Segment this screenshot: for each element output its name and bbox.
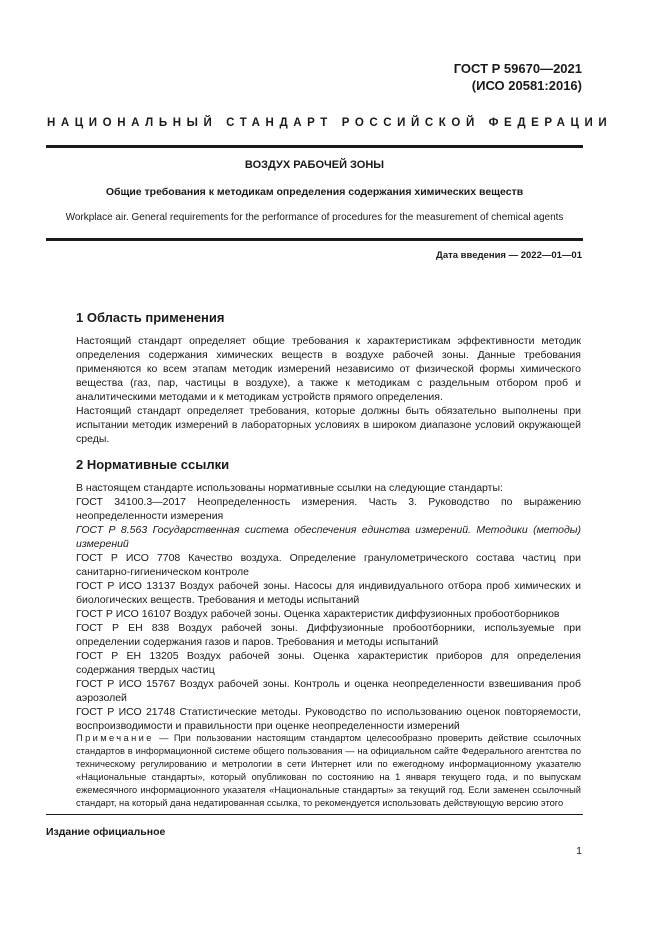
section-2 <box>76 458 581 733</box>
reference-note <box>76 732 581 810</box>
footer-rule <box>46 814 583 815</box>
page-number: 1 <box>576 845 582 857</box>
section-1-heading: 1 Область применения <box>76 310 225 325</box>
reference-item: ГОСТ Р ИСО 21748 Статистические методы. Руководство по использованию оценок повторяемости, воспроизводимости и правильности при оценке неопределенности измерений <box>76 706 581 732</box>
note-label: Примечание <box>76 733 154 743</box>
standard-id <box>454 60 582 94</box>
top-rule <box>46 145 583 148</box>
reference-item: ГОСТ Р ЕН 838 Воздух рабочей зоны. Диффузионные пробоотборники, используемые при определении содержания газов и паров. Требования и методы испытаний <box>76 622 581 648</box>
reference-item: ГОСТ Р ИСО 7708 Качество воздуха. Определение гранулометрического состава частиц при санитарно-гигиеническом контроле <box>76 552 581 578</box>
national-standard-title: НАЦИОНАЛЬНЫЙ СТАНДАРТ РОССИЙСКОЙ ФЕДЕРАЦИИ <box>47 117 613 129</box>
english-title: Workplace air. General requirements for the performance of procedures for the measurement of chemical agents <box>65 212 564 223</box>
iso-number: (ИСО 20581:2016) <box>471 78 582 93</box>
introduction-date: Дата введения — 2022—01—01 <box>436 250 582 261</box>
document-title: ВОЗДУХ РАБОЧЕЙ ЗОНЫ <box>244 159 385 171</box>
reference-item: ГОСТ Р ИСО 13137 Воздух рабочей зоны. Насосы для индивидуального отбора проб химических и биологических веществ. Требования и методы испытаний <box>76 580 581 606</box>
note-text: — При пользовании настоящим стандартом целесообразно проверить действие ссылочных стандартов в информационной системе общего пользования — на официальном сайте Федерального агентства по техническому регулированию и метрологии в сети Интернет или по ежегодному информационному указателю «Национальные стандарты», который опубликован по состоянию на 1 января текущего года, и по выпускам ежемесячного информационного указателя «Национальные стандарты» за текущий год. Если заменен ссылочный стандарт, на который дана недатированная ссылка, то рекомендуется использовать действующую версию этого <box>76 733 581 808</box>
standard-number: ГОСТ Р 59670—2021 <box>453 61 582 76</box>
reference-item: ГОСТ Р 8.563 Государственная система обеспечения единства измерений. Методики (методы) измерений <box>76 524 581 550</box>
official-edition-label: Издание официальное <box>46 826 166 838</box>
reference-item: ГОСТ Р ИСО 15767 Воздух рабочей зоны. Контроль и оценка неопределенности взвешивания проб аэрозолей <box>76 678 581 704</box>
section-2-intro: В настоящем стандарте использованы нормативные ссылки на следующие стандарты: <box>76 482 503 494</box>
section-1-paragraph: Настоящий стандарт определяет общие требования к характеристикам эффективности методик определения содержания химических веществ в воздухе рабочей зоны. Данные требования применяются ко всем этапам методик измерений независимо от физической формы химического вещества (газ, пар, частицы в воздухе), а также к методикам с раздельным отбором проб и аналитическими методами и к методикам устройств прямого определения. <box>76 335 581 403</box>
reference-item: ГОСТ Р ЕН 13205 Воздух рабочей зоны. Оценка характеристик приборов для определения содержания твердых частиц <box>76 650 581 676</box>
section-2-heading: 2 Нормативные ссылки <box>76 457 230 472</box>
document-subtitle: Общие требования к методикам определения содержания химических веществ <box>105 186 524 198</box>
reference-item: ГОСТ 34100.3—2017 Неопределенность измерения. Часть 3. Руководство по выражению неопределенности измерения <box>76 496 581 522</box>
reference-item: ГОСТ Р ИСО 16107 Воздух рабочей зоны. Оценка характеристик диффузионных пробоотборников <box>76 608 560 620</box>
bottom-rule <box>46 238 583 241</box>
section-1-paragraph: Настоящий стандарт определяет требования, которые должны быть обязательно выполнены при испытании методик измерений в лабораторных условиях в широком диапазоне условий окружающей среды. <box>76 405 581 445</box>
section-1 <box>76 311 581 446</box>
